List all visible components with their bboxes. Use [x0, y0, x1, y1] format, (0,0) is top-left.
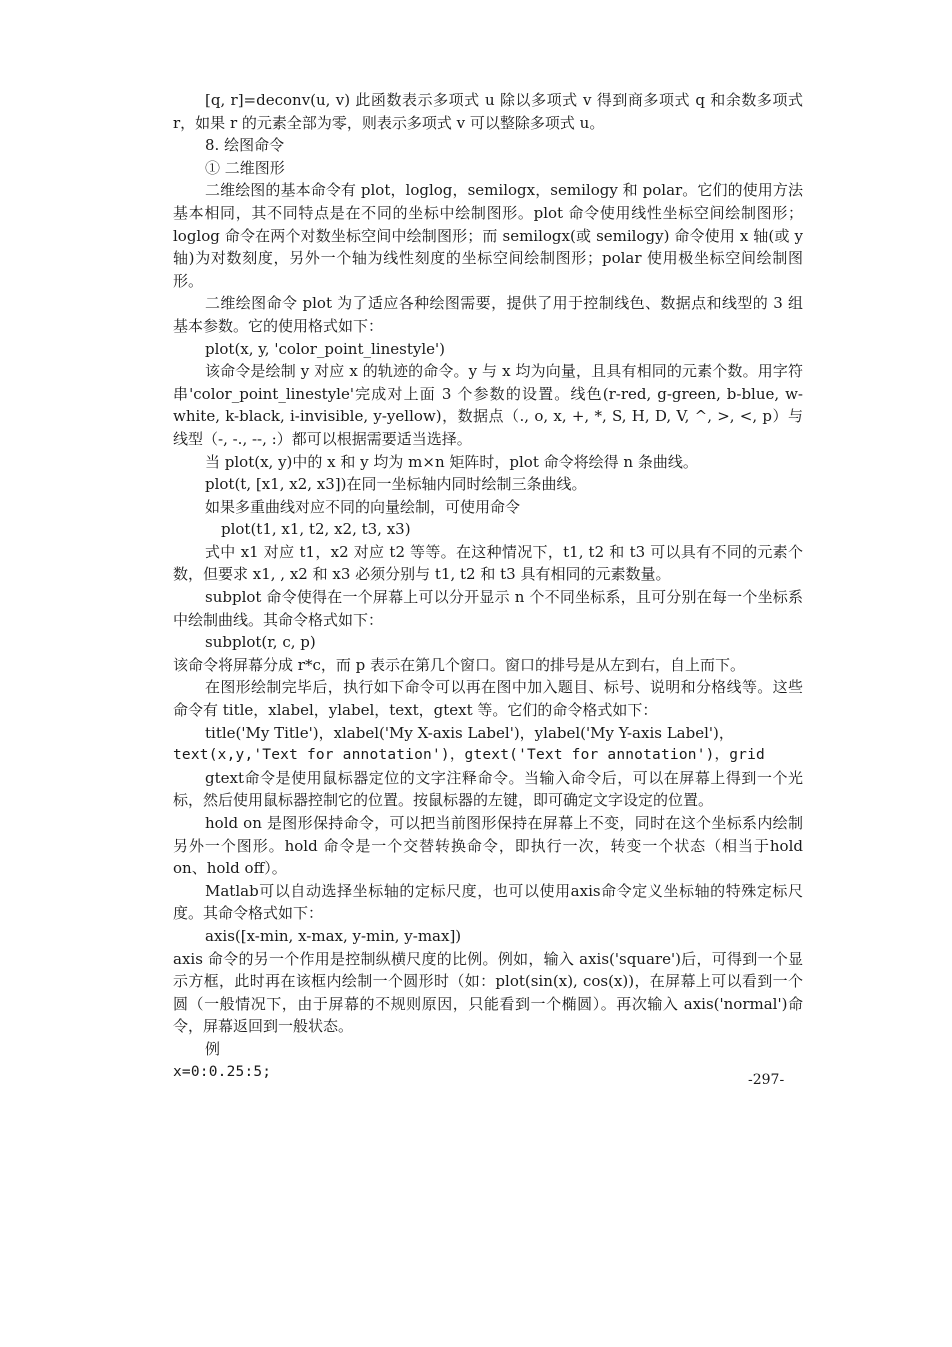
paragraph-gtext: gtext命令是使用鼠标器定位的文字注释命令。当输入命令后，可以在屏幕上得到一个光标，然后使用鼠标器控制它的位置。按鼠标器的左键，即可确定文字设定的位置。 — [173, 768, 803, 810]
subsection-heading-2d: ① 二维图形 — [205, 158, 285, 177]
paragraph-subplot: subplot 命令使得在一个屏幕上可以分开显示 n 个不同坐标系，且可分别在每一个坐标系中绘制曲线。其命令格式如下： — [173, 588, 803, 629]
paragraph-plot-params: 二维绘图命令 plot 为了适应各种绘图需要，提供了用于控制线色、数据点和线型的 3 组基本参数。它的使用格式如下： — [173, 294, 803, 335]
paragraph-multi-curve: plot(t, [x1, x2, x3])在同一坐标轴内同时绘制三条曲线。 — [205, 475, 587, 494]
paragraph-multi-vector: 如果多重曲线对应不同的向量绘制，可使用命令 — [205, 497, 521, 516]
page-number: -297- — [748, 1072, 785, 1088]
code-plot-multi: plot(t1, x1, t2, x2, t3, x3) — [221, 520, 411, 539]
paragraph-deconv: [q, r]=deconv(u, v) 此函数表示多项式 u 除以多项式 v 得到商多项式 q 和余数多项式 r，如果 r 的元素全部为零，则表示多项式 v 可以整除多项式 u。 — [173, 91, 803, 132]
paragraph-hold: hold on 是图形保持命令，可以把当前图形保持在屏幕上不变，同时在这个坐标系内绘制另外一个图形。hold 命令是一个交替转换命令，即执行一次，转变一个状态（相当于hold on、hold off）。 — [173, 814, 803, 878]
code-axis: axis([x-min, x-max, y-min, y-max]) — [205, 926, 462, 945]
paragraph-2d-basics: 二维绘图的基本命令有 plot，loglog，semilogx，semilogy 和 polar。它们的使用方法基本相同，其不同特点是在不同的坐标中绘制图形。plot 命令使用线性坐标空间绘制图形；loglog 命令在两个对数坐标空间中绘制图形；而 semilogx(或 semilogy) 命令使用 x 轴(或 y 轴)为对数刻度，另外一个轴为线性刻度的坐标空间绘制图形；polar 使用极坐标空间绘制图形。 — [173, 181, 803, 290]
paragraph-plot-explanation: 该命令是绘制 y 对应 x 的轨迹的命令。y 与 x 均为向量，且具有相同的元素个数。用字符串'color_point_linestyle'完成对上面 3 个参数的设置。线色(r-red, g-green, b-blue, w-white, k-black, i-invisible, y-yellow)，数据点（., o, x, +, *, S, H, D, V, ^, >, <, p）与线型（-, -., --, :）都可以根据需要适当选择。 — [173, 362, 803, 448]
code-plot-format: plot(x, y, 'color_point_linestyle') — [205, 339, 445, 358]
paragraph-axis-square: axis 命令的另一个作用是控制纵横尺度的比例。例如，输入 axis('square')后，可得到一个显示方框，此时再在该框内绘制一个圆形时（如：plot(sin(x), cos(x))，在屏幕上可以看到一个圆（一般情况下，由于屏幕的不规则原因，只能看到一个椭圆）。再次输入 axis('normal')命令，屏幕返回到一般状态。 — [173, 949, 803, 1036]
paragraph-matrix-plot: 当 plot(x, y)中的 x 和 y 均为 m×n 矩阵时，plot 命令将绘得 n 条曲线。 — [205, 452, 698, 471]
code-subplot: subplot(r, c, p) — [205, 633, 316, 652]
code-text-gtext-grid: text(x,y,'Text for annotation')，gtext('Text for annotation')，grid — [173, 747, 765, 764]
page-body — [173, 89, 803, 1083]
example-label: 例 — [205, 1039, 221, 1058]
paragraph-multi-explanation: 式中 x1 对应 t1，x2 对应 t2 等等。在这种情况下，t1, t2 和 t3 可以具有不同的元素个数，但要求 x1, , x2 和 x3 必须分别与 t1, t2 和 t3 具有相同的元素数量。 — [173, 542, 803, 584]
paragraph-subplot-explanation: 该命令将屏幕分成 r*c，而 p 表示在第几个窗口。窗口的排号是从左到右，自上而下。 — [173, 655, 745, 674]
paragraph-axis-intro: Matlab可以自动选择坐标轴的定标尺度，也可以使用axis命令定义坐标轴的特殊定标尺度。其命令格式如下： — [173, 881, 803, 923]
code-example-x: x=0:0.25:5; — [173, 1063, 272, 1080]
paragraph-annotations: 在图形绘制完毕后，执行如下命令可以再在图中加入题目、标号、说明和分格线等。这些命令有 title，xlabel，ylabel，text，gtext 等。它们的命令格式如下： — [173, 678, 803, 720]
code-title-labels: title('My Title')，xlabel('My X-axis Label')，ylabel('My Y-axis Label')， — [205, 723, 734, 742]
section-heading-plot-commands: 8. 绘图命令 — [205, 136, 285, 155]
